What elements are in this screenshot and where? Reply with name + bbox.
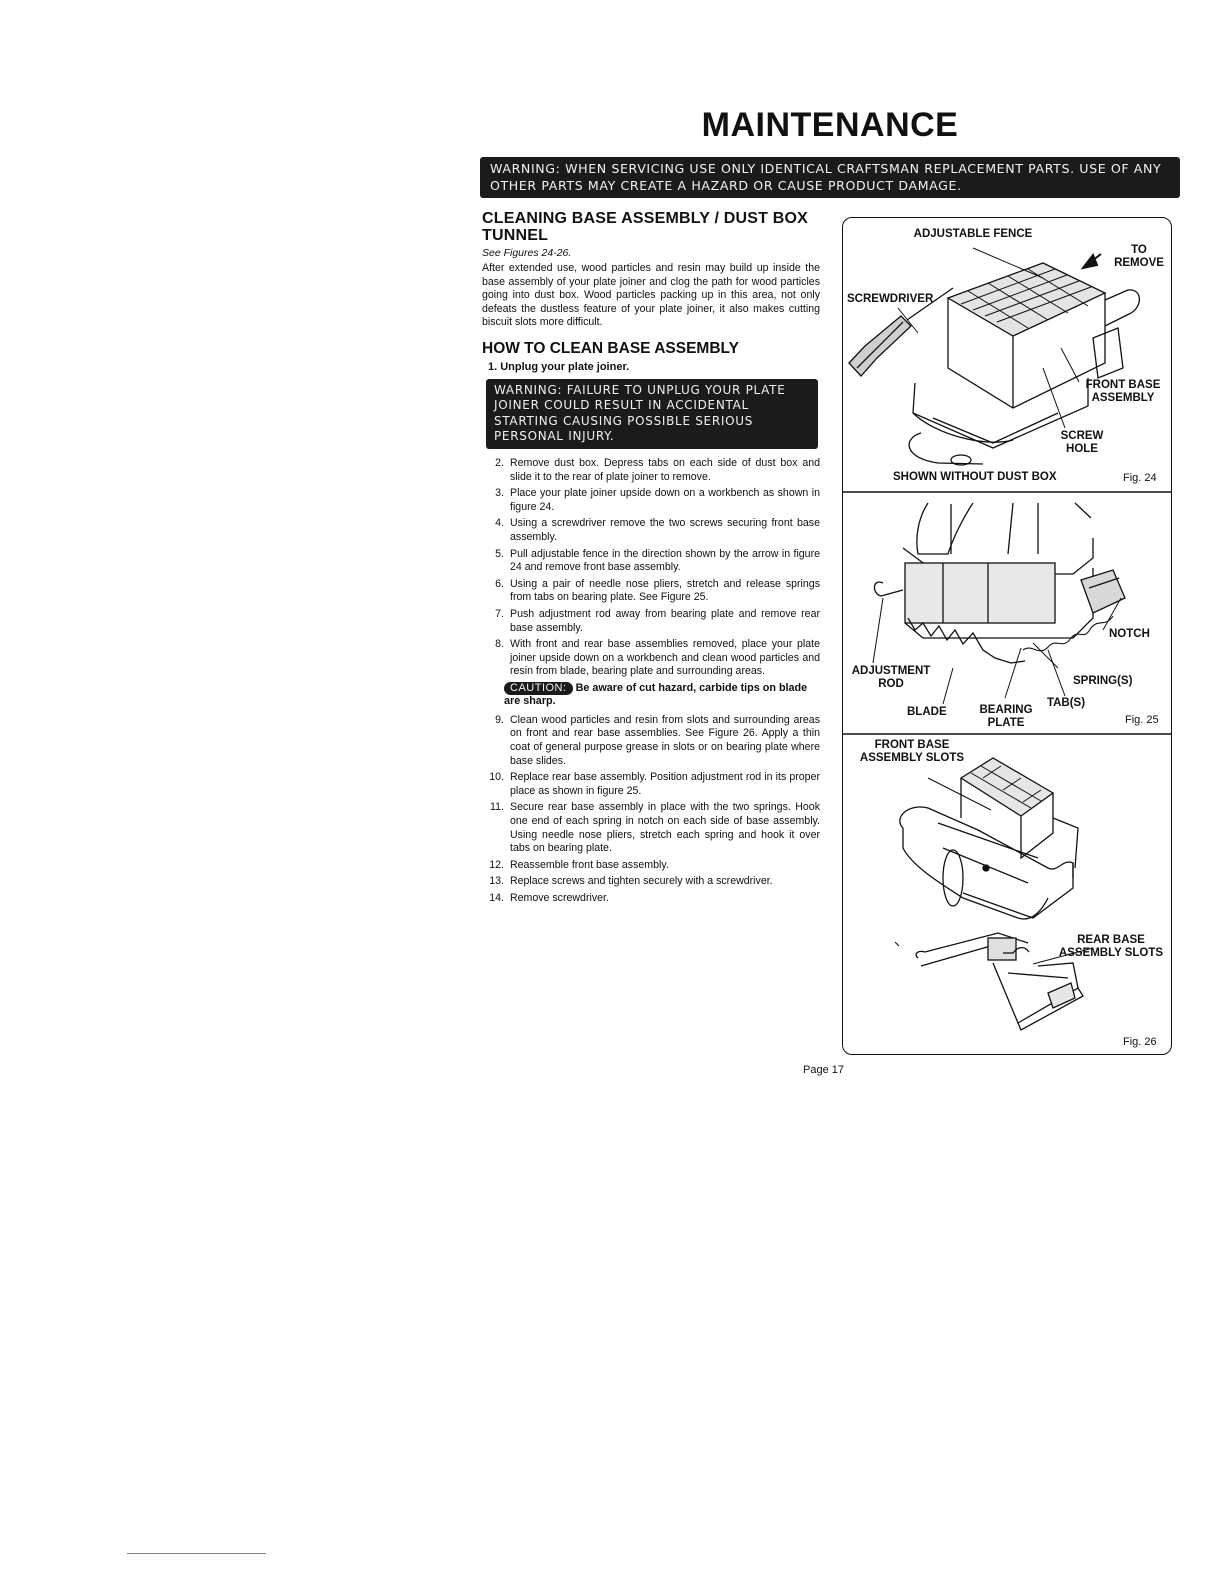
text-column	[482, 210, 820, 909]
list-item: 11. Secure rear base assembly in place with the two springs. Hook one end of each spring in notch on each side of base assembly. Using needle nose pliers, stretch each spring and hook it over tabs on bearing plate.	[490, 801, 820, 855]
label-screwdriver: SCREWDRIVER	[847, 293, 934, 305]
fig24-caption: SHOWN WITHOUT DUST BOX	[893, 471, 1057, 483]
steps-list-continued	[482, 714, 820, 906]
caution-badge: CAUTION:	[504, 682, 573, 696]
list-item: 4. Using a screwdriver remove the two screws securing front base assembly.	[495, 517, 820, 543]
label-rear-base-assembly-slots: REAR BASE ASSEMBLY SLOTS	[1058, 934, 1164, 959]
arrow-icon	[1083, 254, 1101, 268]
figures-frame	[842, 217, 1172, 1055]
fig24-number: Fig. 24	[1123, 472, 1157, 484]
label-springs: SPRING(S)	[1073, 675, 1133, 687]
list-item: 2. Remove dust box. Depress tabs on each side of dust box and slide it to the rear of plate joiner to remove.	[495, 456, 820, 483]
intro-paragraph: After extended use, wood particles and resin may build up inside the base assembly of your plate joiner and clog the path for wood particles going into dust box. Wood particles packing up in this area, not only defeats the dustless feature of your plate joiner, it also makes cutting biscuit slots more difficult.	[482, 262, 820, 329]
unplug-warning-box: WARNING: FAILURE TO UNPLUG YOUR PLATE JOINER COULD RESULT IN ACCIDENTAL STARTING CAUSING POSSIBLE SERIOUS PERSONAL INJURY.	[486, 379, 818, 449]
list-item: 5. Pull adjustable fence in the direction shown by the arrow in figure 24 and remove front base assembly.	[495, 547, 820, 574]
page-number: Page 17	[803, 1064, 844, 1076]
label-tabs: TAB(S)	[1046, 697, 1086, 709]
footer-divider	[127, 1553, 266, 1554]
list-item: 12. Reassemble front base assembly.	[489, 858, 669, 871]
list-item: 10. Replace rear base assembly. Position adjustment rod in its proper place as shown in figure 25.	[489, 771, 820, 797]
label-front-base-assembly-slots: FRONT BASE ASSEMBLY SLOTS	[859, 739, 965, 764]
see-figures-note: See Figures 24-26.	[482, 247, 572, 259]
list-item: 7. Push adjustment rod away from bearing plate and remove rear base assembly.	[495, 607, 820, 634]
label-screw-hole: SCREW HOLE	[1060, 430, 1104, 455]
list-item: 9. Clean wood particles and resin from slots and surrounding areas on front and rear base assemblies. See Figure 26. Apply a thin coat of general purpose grease in slots or on bearing plate where base slides.	[495, 713, 820, 767]
list-item: 13. Replace screws and tighten securely with a screwdriver.	[489, 875, 773, 888]
list-item: 3. Place your plate joiner upside down on a workbench as shown in figure 24.	[495, 487, 820, 513]
caution-note	[504, 682, 820, 709]
steps-list	[482, 457, 820, 679]
list-item: 14. Remove screwdriver.	[489, 892, 609, 904]
fig25-drawing	[874, 503, 1125, 663]
label-bearing-plate: BEARING PLATE	[979, 704, 1033, 729]
label-notch: NOTCH	[1109, 628, 1150, 640]
label-adjustable-fence: ADJUSTABLE FENCE	[913, 228, 1033, 240]
page-title: MAINTENANCE	[701, 106, 959, 144]
fig25-number: Fig. 25	[1125, 714, 1159, 726]
label-adjustment-rod: ADJUSTMENT ROD	[851, 665, 931, 690]
list-item: 6. Using a pair of needle nose pliers, stretch and release springs from tabs on bearing plate. See Figure 25.	[495, 577, 820, 604]
label-to-remove: TO REMOVE	[1114, 244, 1164, 269]
caution-text: Be aware of cut hazard, carbide tips on blade are sharp.	[504, 681, 808, 708]
warning-banner: WARNING: WHEN SERVICING USE ONLY IDENTICAL CRAFTSMAN REPLACEMENT PARTS. USE OF ANY OTHER PARTS MAY CREATE A HAZARD OR CAUSE PRODUCT DAMAGE.	[480, 157, 1180, 198]
section-heading-how-to: HOW TO CLEAN BASE ASSEMBLY	[482, 339, 739, 357]
label-blade: BLADE	[907, 706, 947, 718]
step-1: 1. Unplug your plate joiner.	[488, 360, 630, 373]
fig26-number: Fig. 26	[1123, 1036, 1157, 1048]
section-heading-cleaning: CLEANING BASE ASSEMBLY / DUST BOX TUNNEL	[482, 210, 809, 244]
list-item: 8. With front and rear base assemblies removed, place your plate joiner upside down on a workbench and clean wood particles and resin from blade, bearing plate and surrounding areas.	[495, 638, 820, 678]
label-front-base-assembly: FRONT BASE ASSEMBLY	[1085, 379, 1161, 404]
fig26-drawing	[900, 758, 1083, 1030]
